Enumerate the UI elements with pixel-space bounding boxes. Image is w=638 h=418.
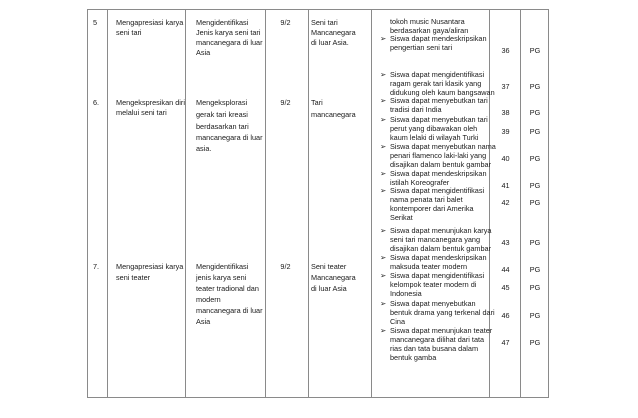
indicator-line: bentuk gamba bbox=[390, 353, 437, 362]
material-line: mancanegara di luar bbox=[196, 133, 263, 142]
indicator-line: bentuk drama yang terkenal dari bbox=[390, 308, 495, 317]
indicator-line: kaum lelaki di wilayah Turki bbox=[390, 133, 479, 142]
question-number: 40 bbox=[501, 154, 510, 163]
competency-line: seni teater bbox=[116, 273, 151, 282]
material-line: berdasarkan tari bbox=[196, 122, 249, 131]
indicator-line: Siswa dapat mengidentifikasi bbox=[390, 186, 485, 195]
competency-line: Mengapresiasi karya bbox=[116, 18, 184, 27]
column-divider bbox=[185, 10, 186, 397]
indicator-line: Siswa dapat menyebutkan tari bbox=[390, 115, 488, 124]
indicator-line: maksuda teater modern bbox=[390, 262, 468, 271]
material-line: Mengidentifikasi bbox=[196, 262, 249, 271]
material-line: gerak tari kreasi bbox=[196, 110, 248, 119]
indicator-line: Siswa dapat mendeskripsikan bbox=[390, 169, 487, 178]
arrow-bullet-icon: ➢ bbox=[380, 326, 387, 335]
indicator-line: tradisi dari India bbox=[390, 105, 442, 114]
material-line: Mengeksplorasi bbox=[196, 98, 248, 107]
arrow-bullet-icon: ➢ bbox=[380, 70, 387, 79]
question-number: 38 bbox=[501, 108, 510, 117]
topic-line: Seni tari bbox=[311, 18, 338, 27]
question-form: PG bbox=[529, 46, 541, 55]
competency-line: Mengapresiasi karya bbox=[116, 262, 184, 271]
column-divider bbox=[371, 10, 372, 397]
competency-line: Mengekspresikan diri bbox=[116, 98, 185, 107]
material-line: Mengidentifikasi bbox=[196, 18, 249, 27]
arrow-bullet-icon: ➢ bbox=[380, 96, 387, 105]
indicator-line: disajikan dalam bentuk gambar bbox=[390, 160, 491, 169]
class-semester: 9/2 bbox=[280, 98, 291, 107]
question-form: PG bbox=[529, 198, 541, 207]
question-number: 36 bbox=[501, 46, 510, 55]
column-divider bbox=[265, 10, 266, 397]
row-number: 5 bbox=[93, 18, 98, 27]
question-form: PG bbox=[529, 181, 541, 190]
indicator-line: kelompok teater modern di bbox=[390, 280, 477, 289]
topic-line: di luar Asia bbox=[311, 284, 347, 293]
material-line: jenis karya seni bbox=[196, 273, 247, 282]
competency-line: seni tari bbox=[116, 28, 142, 37]
column-divider bbox=[107, 10, 108, 397]
arrow-bullet-icon: ➢ bbox=[380, 115, 387, 124]
arrow-bullet-icon: ➢ bbox=[380, 142, 387, 151]
question-form: PG bbox=[529, 283, 541, 292]
indicator-line: Siswa dapat menyebutkan tari bbox=[390, 96, 488, 105]
indicator-line: Siswa dapat menunjukan karya bbox=[390, 226, 492, 235]
question-number: 45 bbox=[501, 283, 510, 292]
material-line: Asia bbox=[196, 48, 211, 57]
material-line: mancanegara di luar bbox=[196, 306, 263, 315]
indicator-continued-line: berdasarkan gaya/aliran bbox=[390, 26, 469, 35]
arrow-bullet-icon: ➢ bbox=[380, 169, 387, 178]
competency-line: melalui seni tari bbox=[116, 108, 167, 117]
arrow-bullet-icon: ➢ bbox=[380, 253, 387, 262]
row-number: 7. bbox=[93, 262, 100, 271]
material-line: Asia bbox=[196, 317, 211, 326]
indicator-line: didukung oleh kaum bangsawan bbox=[390, 88, 495, 97]
arrow-bullet-icon: ➢ bbox=[380, 186, 387, 195]
question-form: PG bbox=[529, 108, 541, 117]
indicator-line: disajikan dalam bentuk gambar bbox=[390, 244, 491, 253]
material-line: teater tradional dan bbox=[196, 284, 259, 293]
class-semester: 9/2 bbox=[280, 18, 291, 27]
indicator-line: ragam gerak tari klasik yang bbox=[390, 79, 482, 88]
question-form: PG bbox=[529, 338, 541, 347]
material-line: modern bbox=[196, 295, 221, 304]
question-number: 46 bbox=[501, 311, 510, 320]
question-number: 37 bbox=[501, 82, 510, 91]
topic-line: Seni teater bbox=[311, 262, 347, 271]
material-line: mancanegara di luar bbox=[196, 38, 263, 47]
question-number: 39 bbox=[501, 127, 510, 136]
question-number: 43 bbox=[501, 238, 510, 247]
indicator-line: Siswa dapat mendeskripsikan bbox=[390, 253, 487, 262]
indicator-line: Siswa dapat menunjukan teater bbox=[390, 326, 493, 335]
indicator-line: nama penata tari balet bbox=[390, 195, 463, 204]
indicator-line: istilah Koreografer bbox=[390, 178, 450, 187]
indicator-line: Siswa dapat mendeskripsikan bbox=[390, 34, 487, 43]
topic-line: di luar Asia. bbox=[311, 38, 349, 47]
question-form: PG bbox=[529, 127, 541, 136]
indicator-line: Serikat bbox=[390, 213, 413, 222]
column-divider bbox=[308, 10, 309, 397]
arrow-bullet-icon: ➢ bbox=[380, 299, 387, 308]
arrow-bullet-icon: ➢ bbox=[380, 271, 387, 280]
arrow-bullet-icon: ➢ bbox=[380, 226, 387, 235]
topic-line: Mancanegara bbox=[311, 273, 356, 282]
class-semester: 9/2 bbox=[280, 262, 291, 271]
row-number: 6. bbox=[93, 98, 100, 107]
indicator-line: Siswa dapat mengidentifikasi bbox=[390, 70, 485, 79]
indicator-line: Indonesia bbox=[390, 289, 422, 298]
indicator-line: seni tari mancanegara yang bbox=[390, 235, 481, 244]
topic-line: Tari bbox=[311, 98, 323, 107]
indicator-line: Siswa dapat menyebutkan nama bbox=[390, 142, 496, 151]
indicator-line: pengertian seni tari bbox=[390, 43, 453, 52]
arrow-bullet-icon: ➢ bbox=[380, 34, 387, 43]
question-number: 42 bbox=[501, 198, 510, 207]
indicator-line: Siswa dapat mengidentifikasi bbox=[390, 271, 485, 280]
question-number: 41 bbox=[501, 181, 510, 190]
question-form: PG bbox=[529, 238, 541, 247]
question-form: PG bbox=[529, 265, 541, 274]
indicator-line: perut yang dibawakan oleh bbox=[390, 124, 478, 133]
indicator-line: mancanegara dilihat dari tata bbox=[390, 335, 485, 344]
indicator-line: penari flamenco laki-laki yang bbox=[390, 151, 487, 160]
material-line: Jenis karya seni tari bbox=[196, 28, 261, 37]
question-form: PG bbox=[529, 154, 541, 163]
indicator-line: Siswa dapat menyebutkan bbox=[390, 299, 476, 308]
topic-line: mancanegara bbox=[311, 110, 356, 119]
indicator-line: rias dan tata busana dalam bbox=[390, 344, 479, 353]
question-number: 44 bbox=[501, 265, 510, 274]
question-number: 47 bbox=[501, 338, 510, 347]
material-line: asia. bbox=[196, 144, 212, 153]
indicator-continued-line: tokoh music Nusantara bbox=[390, 17, 465, 26]
question-form: PG bbox=[529, 82, 541, 91]
indicator-line: kontemporer dari Amerika bbox=[390, 204, 474, 213]
topic-line: Mancanegara bbox=[311, 28, 356, 37]
indicator-line: Cina bbox=[390, 317, 406, 326]
question-form: PG bbox=[529, 311, 541, 320]
